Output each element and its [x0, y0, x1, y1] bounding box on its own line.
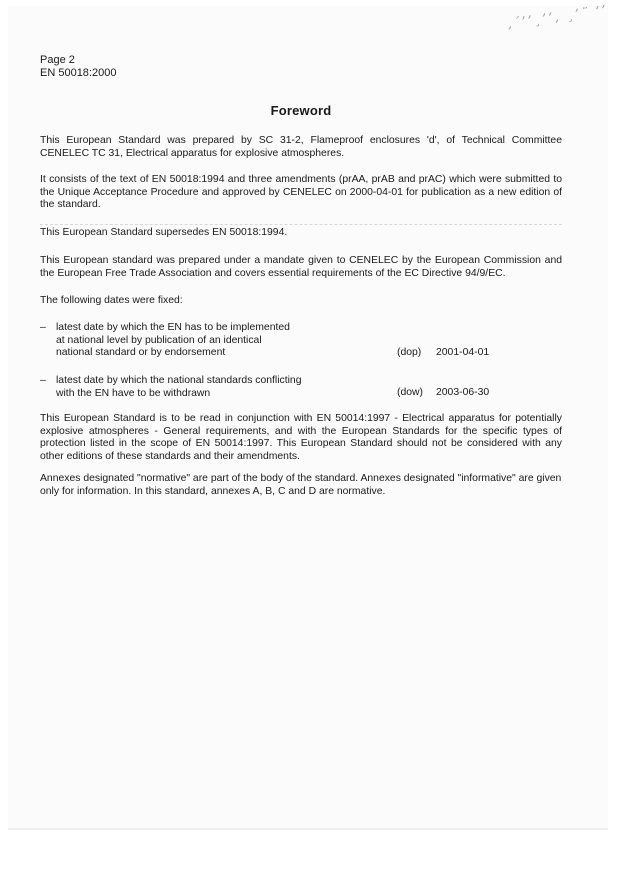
paragraph-mandate: This European standard was prepared under a mandate given to CENELEC by the European Commission and the European Free Trade Association and covers essential requirements of the EC Directive 94/9/EC. [40, 255, 562, 279]
date-code: (dop) [397, 347, 422, 358]
page-edge [8, 828, 608, 830]
date-value: 2001-04-01 [436, 347, 490, 358]
page-number: Page 2 [40, 54, 75, 66]
dash-bullet: – [40, 322, 46, 333]
paragraph-dates-intro: The following dates were fixed: [40, 295, 183, 306]
date-item-description [56, 322, 356, 360]
date-code: (dow) [397, 387, 423, 398]
date-value: 2003-06-30 [436, 387, 490, 398]
description-line: at national level by publication of an identical [56, 334, 262, 346]
date-item-description [56, 375, 356, 400]
dash-bullet: – [40, 375, 46, 386]
description-line: with the EN have to be withdrawn [56, 387, 211, 399]
paragraph-prepared-by: This European Standard was prepared by SC 31-2, Flameproof enclosures 'd', of Technical Committee CENELEC TC 31, Electrical apparatus for explosive atmospheres. [40, 135, 562, 159]
paragraph-consists-of: It consists of the text of EN 50018:1994 and three amendments (prAA, prAB and prAC) which were submitted to the Unique Acceptance Procedure and approved by CENELEC on 2000-04-01 for publication as a new edition of the standard. [40, 174, 562, 210]
section-title: Foreword [270, 103, 332, 118]
handwritten-marginalia: ‚´’’¸’’, ¸’¨ ‘’ [505, 3, 609, 32]
description-line: latest date by which the national standards conflicting [56, 375, 302, 386]
paragraph-annexes: Annexes designated "normative" are part of the body of the standard. Annexes designated "informative" are given only for information. In this standard, annexes A, B, C and D are normative. [40, 473, 562, 497]
divider [40, 224, 562, 225]
standard-number: EN 50018:2000 [40, 67, 117, 79]
date-item-dow [40, 375, 562, 401]
page-header [40, 54, 116, 80]
description-line: national standard or by endorsement [56, 347, 226, 358]
paragraph-supersedes: This European Standard supersedes EN 50018:1994. [40, 227, 288, 238]
paragraph-conjunction: This European Standard is to be read in conjunction with EN 50014:1997 - Electrical apparatus for potentially explosive atmospheres - General requirements, and with the European Standards for the specific types of protection listed in the scope of EN 50014:1997. This European Standard should not be considered with any other editions of these standards and their amendments. [40, 413, 562, 462]
date-item-dop [40, 322, 562, 362]
description-line: latest date by which the EN has to be implemented [56, 322, 290, 333]
